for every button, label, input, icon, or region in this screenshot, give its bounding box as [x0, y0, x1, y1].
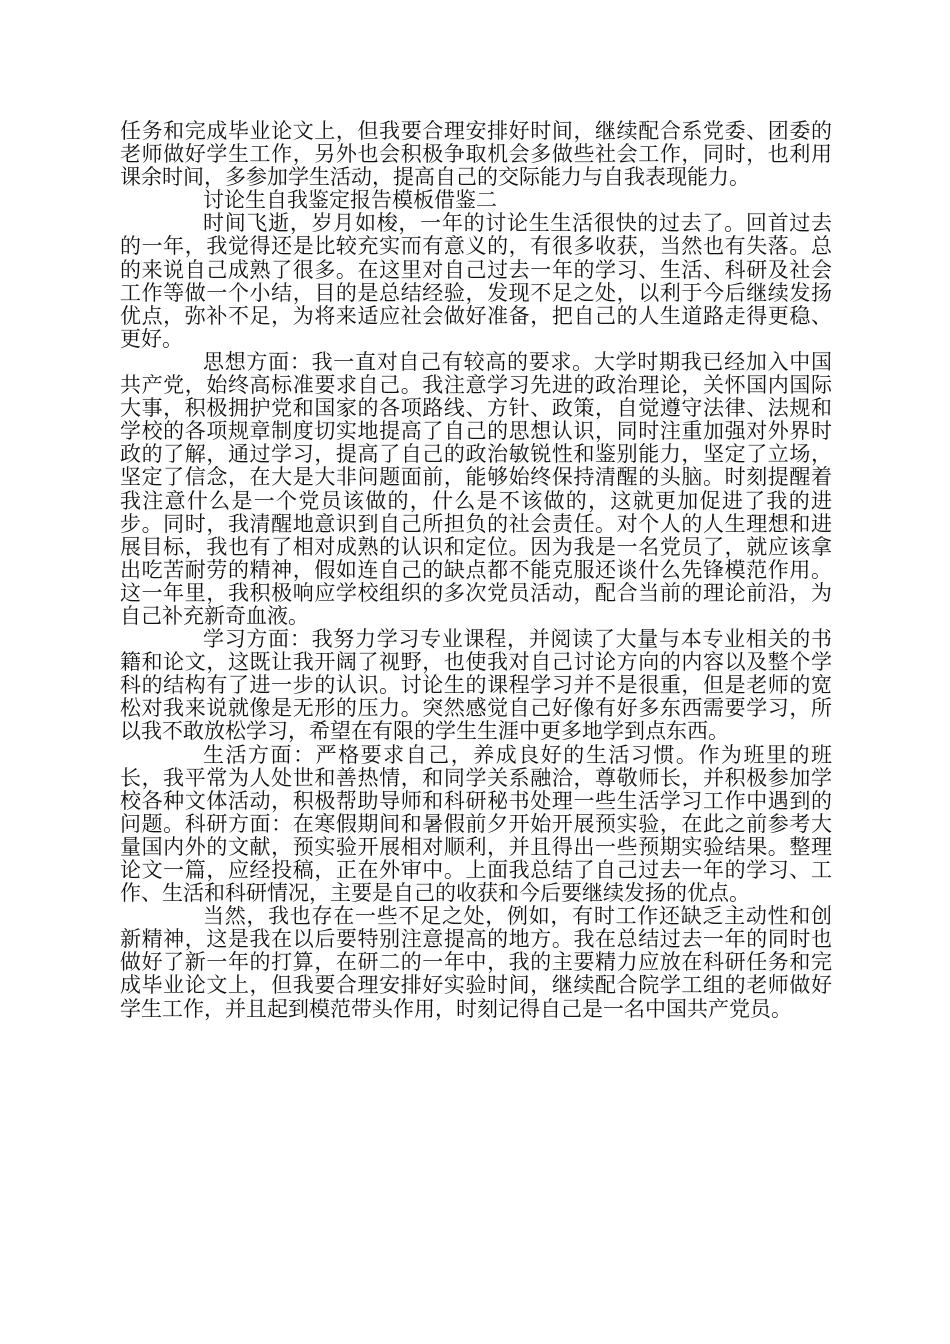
paragraph-life-research: 生活方面：严格要求自己，养成良好的生活习惯。作为班里的班长，我平常为人处世和善热情，和同学关系融洽，尊敬师长，并积极参加学校各种文体活动，积极帮助导师和科研秘书处理一些生活学习工作中遇到的问题。科研方面：在寒假期间和暑假前夕开始开展预实验，在此之前参考大量国内外的文献，预实验开展相对顺利，并且得出一些预期实验结果。整理论文一篇，应经投稿，正在外审中。上面我总结了自己过去一年的学习、工作、生活和科研情况，主要是自己的收获和今后要继续发扬的优点。 — [120, 742, 832, 906]
paragraph-thought: 思想方面：我一直对自己有较高的要求。大学时期我已经加入中国共产党，始终高标准要求自己。我注意学习先进的政治理论，关怀国内国际大事，积极拥护党和国家的各项路线、方针、政策，自觉遵守法律、法规和学校的各项规章制度切实地提高了自己的思想认识，同时注重加强对外界时政的了解，通过学习，提高了自己的政治敏锐性和鉴别能力，坚定了立场，坚定了信念，在大是大非问题面前，能够始终保持清醒的头脑。时刻提醒着我注意什么是一个党员该做的，什么是不该做的，这就更加促进了我的进步。同时，我清醒地意识到自己所担负的社会责任。对个人的人生理想和进展目标，我也有了相对成熟的认识和定位。因为我是一名党员了，就应该拿出吃苦耐劳的精神，假如连自己的缺点都不能克服还谈什么先锋模范作用。这一年里，我积极响应学校组织的多次党员活动，配合当前的理论前沿，为自己补充新奇血液。 — [120, 349, 832, 628]
paragraph-study: 学习方面：我努力学习专业课程，并阅读了大量与本专业相关的书籍和论文，这既让我开阔了视野，也使我对自己讨论方向的内容以及整个学科的结构有了进一步的认识。讨论生的课程学习并不是很重，但是老师的宽松对我来说就像是无形的压力。突然感觉自己好像有好多东西需要学习，所以我不敢放松学习，希望在有限的学生生涯中更多地学到点东西。 — [120, 627, 832, 744]
paragraph-continuation: 任务和完成毕业论文上，但我要合理安排好时间，继续配合系党委、团委的老师做好学生工作，另外也会积极争取机会多做些社会工作，同时，也利用课余时间，多参加学生活动，提高自己的交际能力与自我表现能力。 — [120, 119, 832, 190]
section-heading: 讨论生自我鉴定报告模板借鉴二 — [203, 188, 497, 213]
paragraph-intro: 时间飞逝，岁月如梭，一年的讨论生生活很快的过去了。回首过去的一年，我觉得还是比较充实而有意义的，有很多收获，当然也有失落。总的来说自己成熟了很多。在这里对自己过去一年的学习、生活、科研及社会工作等做一个小结，目的是总结经验，发现不足之处，以利于今后继续发扬优点，弥补不足，为将来适应社会做好准备，把自己的人生道路走得更稳、更好。 — [120, 211, 832, 351]
document-page — [120, 120, 832, 1021]
paragraph-shortcomings: 当然，我也存在一些不足之处，例如，有时工作还缺乏主动性和创新精神，这是我在以后要特别注意提高的地方。我在总结过去一年的同时也做好了新一年的打算，在研二的一年中，我的主要精力应放在科研任务和完成毕业论文上，但我要合理安排好实验时间，继续配合院学工组的老师做好学生工作，并且起到模范带头作用，时刻记得自己是一名中国共产党员。 — [120, 904, 832, 1021]
